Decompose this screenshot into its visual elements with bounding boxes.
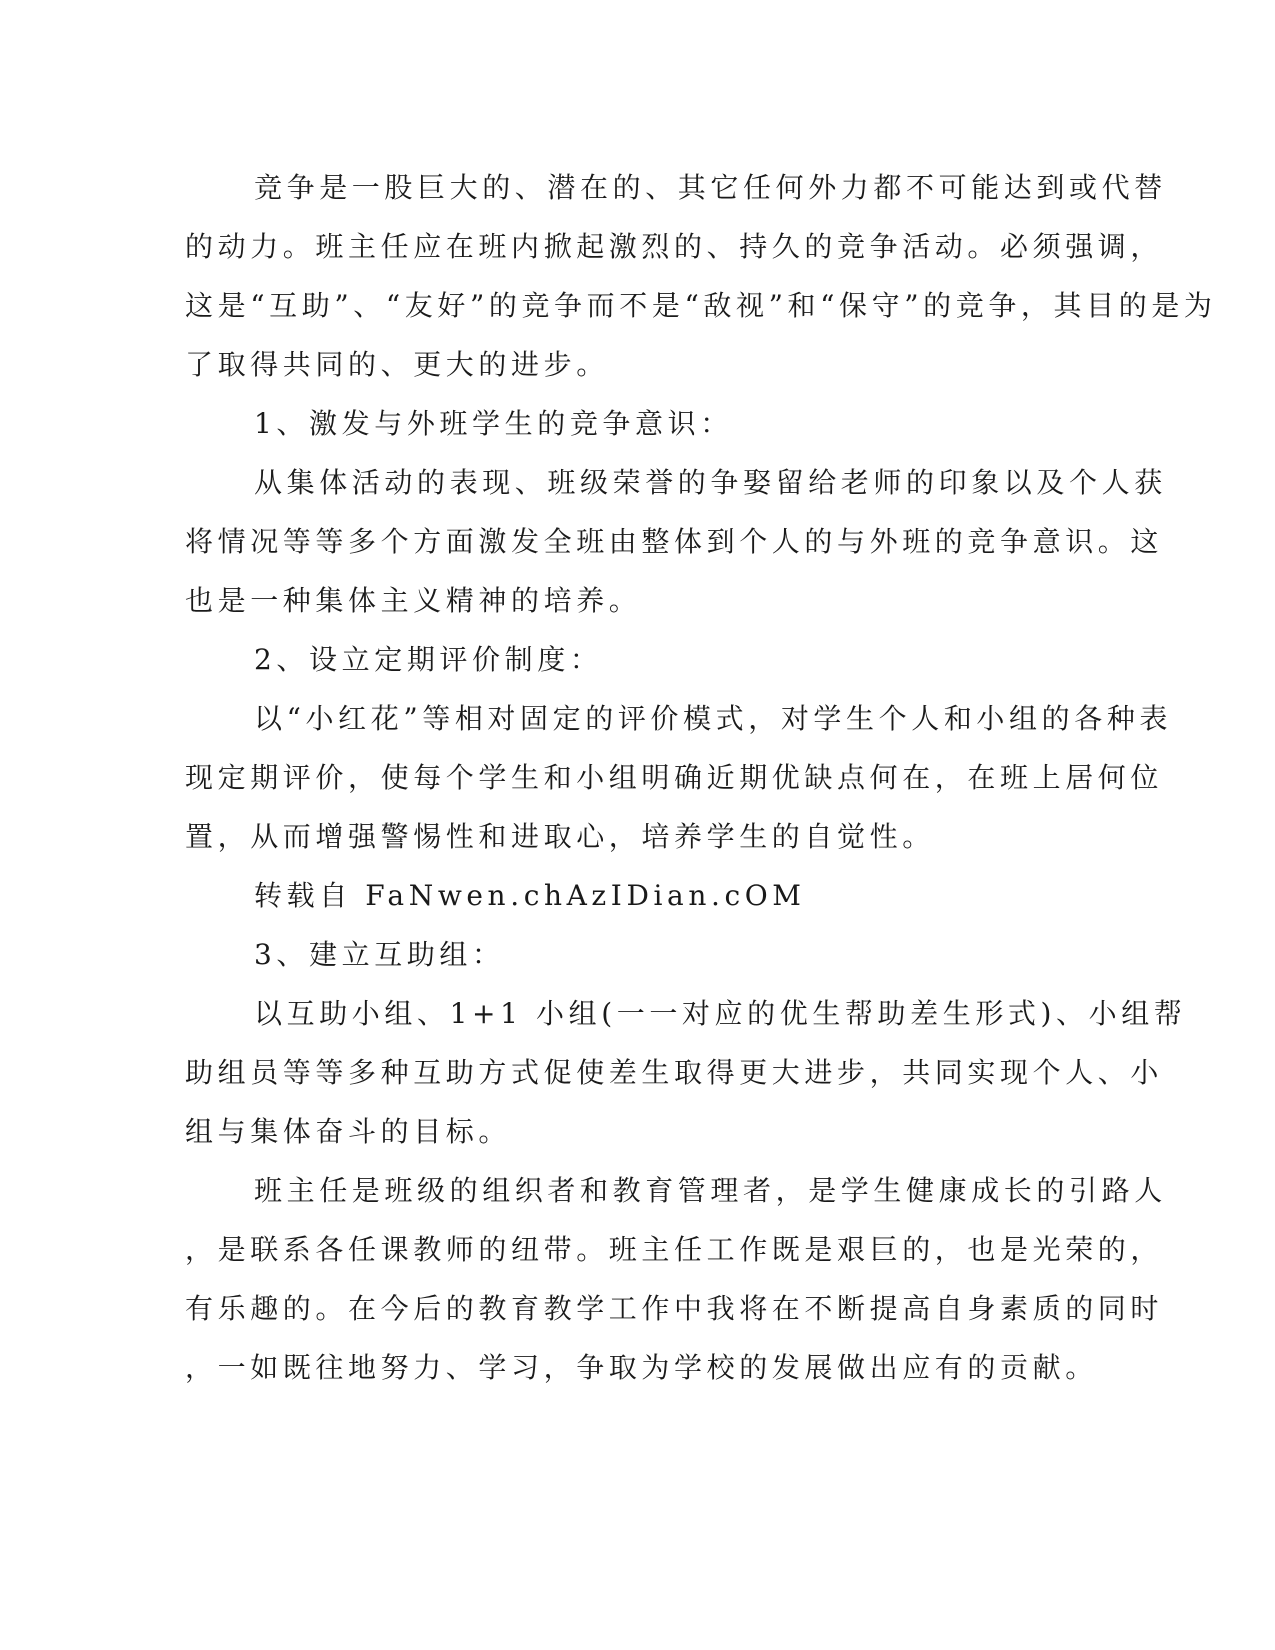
paragraph-competition-intro (185, 158, 1217, 394)
text-line: 置，从而增强警惕性和进取心，培养学生的自觉性。 (185, 820, 935, 853)
text-line: 了取得共同的、更大的进步。 (185, 348, 609, 381)
text-line: 以“小红花”等相对固定的评价模式，对学生个人和小组的各种表 (254, 702, 1173, 735)
heading-item-1 (185, 394, 1085, 453)
text-line: 从集体活动的表现、班级荣誉的争娶留给老师的印象以及个人获 (254, 466, 1167, 499)
text-line: 3、建立互助组： (254, 938, 505, 971)
text-line: 有乐趣的。在今后的教育教学工作中我将在不断提高自身素质的同时 (185, 1292, 1164, 1325)
text-line: 转载自 FaNwen.chAzIDian.cOM (254, 879, 806, 912)
text-line: 现定期评价，使每个学生和小组明确近期优缺点何在，在班上居何位 (185, 761, 1164, 794)
text-line: 的动力。班主任应在班内掀起激烈的、持久的竞争活动。必须强调， (185, 230, 1164, 263)
text-line: 组与集体奋斗的目标。 (185, 1115, 512, 1148)
heading-item-3 (185, 925, 1085, 984)
paragraph-item-2 (185, 689, 1173, 866)
text-line: 以互助小组、1+1 小组(一一对应的优生帮助差生形式)、小组帮 (254, 997, 1187, 1030)
text-line: 助组员等等多种互助方式促使差生取得更大进步，共同实现个人、小 (185, 1056, 1164, 1089)
source-note (185, 866, 1085, 925)
paragraph-item-3 (185, 984, 1187, 1161)
text-line: 1、激发与外班学生的竞争意识： (254, 407, 733, 440)
text-line: 班主任是班级的组织者和教育管理者，是学生健康成长的引路人 (254, 1174, 1167, 1207)
text-line: ，是联系各任课教师的纽带。班主任工作既是艰巨的，也是光荣的， (185, 1233, 1164, 1266)
text-line: 也是一种集体主义精神的培养。 (185, 584, 642, 617)
heading-item-2 (185, 630, 1085, 689)
paragraph-conclusion (185, 1161, 1167, 1397)
paragraph-item-1 (185, 453, 1167, 630)
text-line: 将情况等等多个方面激发全班由整体到个人的与外班的竞争意识。这 (185, 525, 1164, 558)
text-line: 竞争是一股巨大的、潜在的、其它任何外力都不可能达到或代替 (254, 171, 1167, 204)
document-body (185, 158, 1217, 1397)
text-line: 2、设立定期评价制度： (254, 643, 603, 676)
text-line: ，一如既往地努力、学习，争取为学校的发展做出应有的贡献。 (185, 1351, 1098, 1384)
text-line: 这是“互助”、“友好”的竞争而不是“敌视”和“保守”的竞争，其目的是为 (185, 289, 1217, 322)
